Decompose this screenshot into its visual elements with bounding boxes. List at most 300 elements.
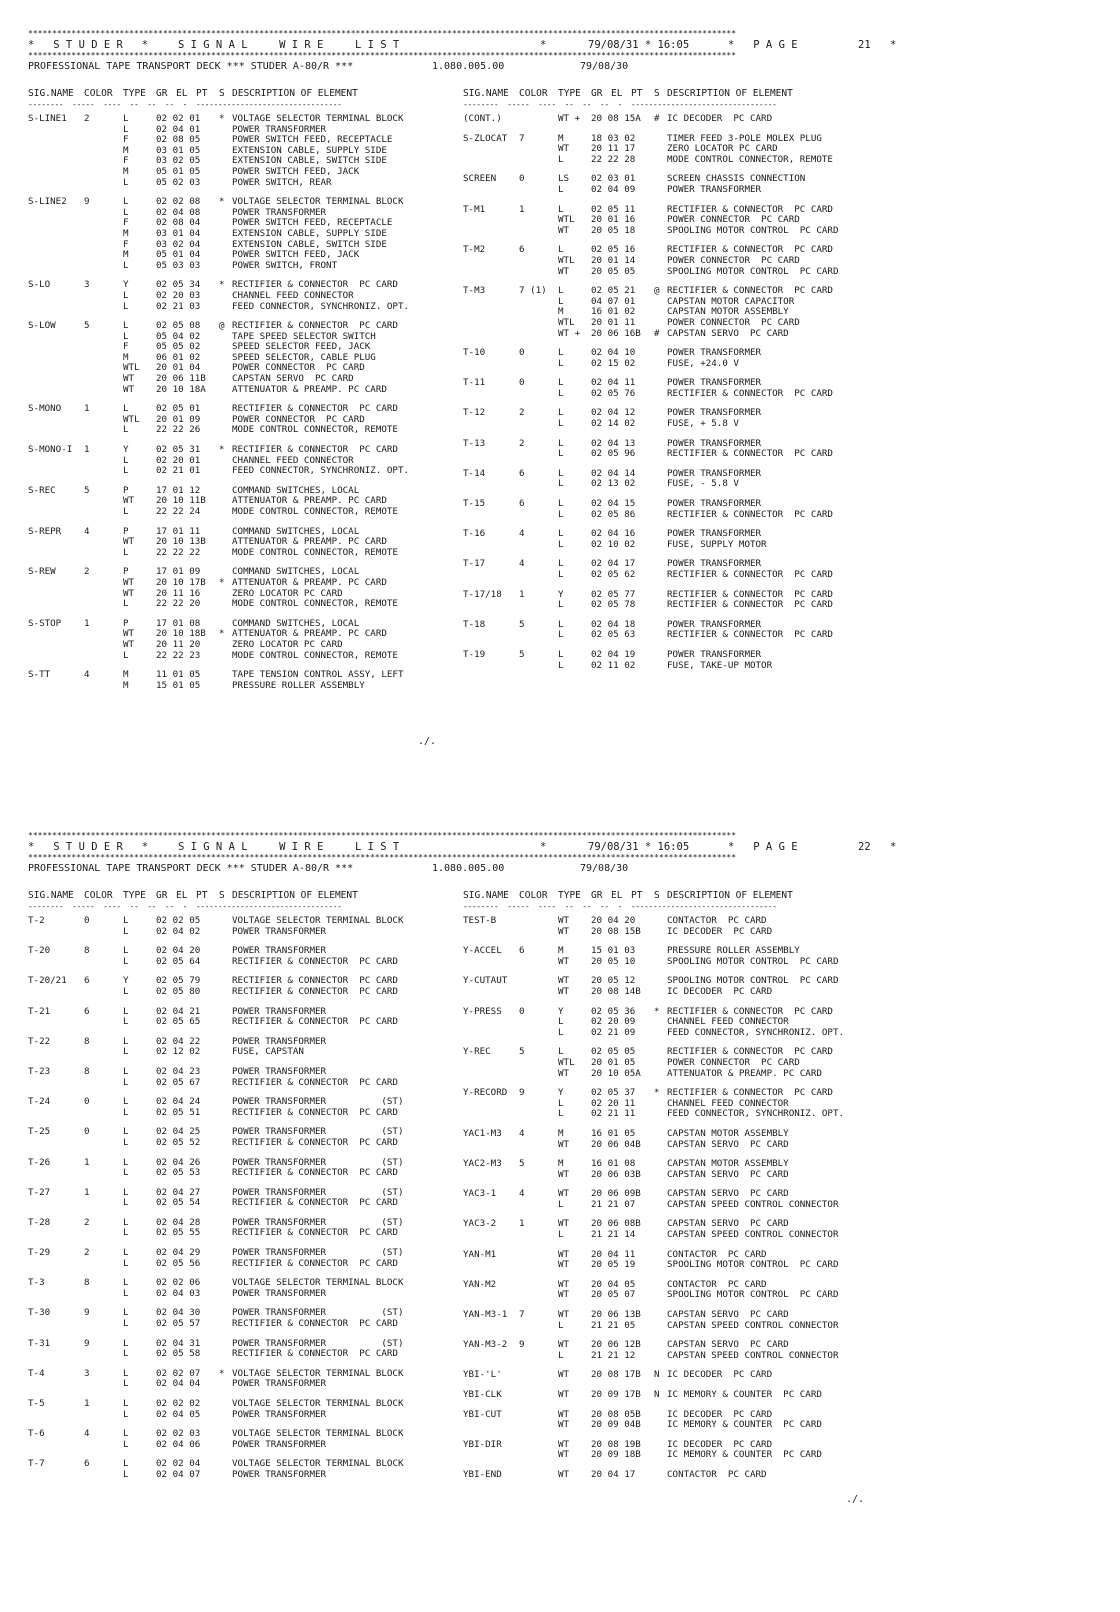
gr-el-pt: 02 04 03	[156, 1287, 201, 1299]
wire-row	[463, 1109, 1083, 1120]
connector-type: WTL	[558, 1056, 575, 1068]
connector-type: L	[558, 244, 564, 256]
wire-row	[463, 1290, 1083, 1301]
gr-el-pt: 02 02 05	[156, 915, 201, 926]
gr-el-pt: 20 01 16	[591, 214, 636, 226]
element-description: EXTENSION CABLE, SWITCH SIDE	[232, 238, 387, 250]
listing-column-right	[463, 114, 1083, 680]
signal-name: YAN-M3-1	[463, 1309, 508, 1321]
connector-type: L	[123, 123, 129, 135]
element-description: CHANNEL FEED CONNECTOR	[667, 1097, 789, 1109]
element-description: FUSE, + 5.8 V	[667, 418, 739, 430]
connector-type: L	[123, 465, 129, 477]
connector-type: WT	[123, 576, 135, 588]
element-description: SCREEN CHASSIS CONNECTION	[667, 173, 806, 185]
wire-row	[463, 408, 1083, 419]
wire-color: 4	[519, 528, 525, 540]
element-description: RECTIFIER & CONNECTOR PC CARD	[232, 975, 398, 987]
signal-entry	[463, 1189, 1083, 1210]
element-description: CAPSTAN SERVO PC CARD	[667, 1188, 789, 1200]
element-description: RECTIFIER & CONNECTOR PC CARD	[232, 1076, 398, 1088]
gr-el-pt: 02 05 78	[591, 599, 636, 611]
connector-type: M	[123, 227, 129, 239]
header-name: SIG.NAME	[463, 88, 509, 99]
element-description: EXTENSION CABLE, SWITCH SIDE	[232, 155, 387, 167]
signal-entry	[463, 529, 1083, 550]
connector-type: WT	[558, 1259, 570, 1271]
signal-entry	[463, 1410, 1083, 1431]
element-description: FUSE, TAKE-UP MOTOR	[667, 659, 773, 671]
element-description: CONTACTOR PC CARD	[667, 1468, 767, 1480]
connector-type: L	[558, 599, 564, 611]
header-gr: GR	[156, 88, 168, 99]
gr-el-pt: 02 05 96	[591, 448, 636, 460]
element-description: POWER TRANSFORMER	[667, 648, 762, 660]
element-description: CAPSTAN SPEED CONTROL CONNECTOR	[667, 1198, 839, 1210]
element-description: COMMAND SWITCHES, LOCAL	[232, 525, 360, 537]
listing-page-21	[28, 30, 1100, 747]
gr-el-pt: 05 01 04	[156, 249, 201, 261]
element-description: POWER TRANSFORMER	[667, 558, 762, 570]
signal-entry	[463, 245, 1083, 277]
element-description: CHANNEL FEED CONNECTOR	[232, 289, 354, 301]
header-el: EL	[611, 890, 623, 901]
signal-name: S-REPR	[28, 525, 62, 537]
gr-el-pt: 02 04 14	[591, 467, 636, 479]
signal-entry	[463, 1390, 1083, 1401]
header-color: COLOR	[84, 88, 113, 99]
connector-type: L	[558, 618, 564, 630]
gr-el-pt: 20 06 12B	[591, 1339, 641, 1351]
wire-color: 0	[84, 1096, 90, 1108]
element-description: CONTACTOR PC CARD	[667, 1278, 767, 1290]
element-description: RECTIFIER & CONNECTOR PC CARD	[667, 508, 833, 520]
connector-type: WT	[558, 1389, 570, 1400]
signal-entry	[463, 499, 1083, 520]
connector-type: Y	[558, 1087, 564, 1099]
connector-type: L	[558, 295, 564, 307]
connector-type: WT	[558, 1309, 570, 1321]
wire-color: 9	[84, 196, 90, 208]
connector-type: L	[123, 289, 129, 301]
gr-el-pt: 02 20 09	[591, 1016, 636, 1028]
header-desc: DESCRIPTION OF ELEMENT	[232, 88, 358, 99]
gr-el-pt: 02 05 65	[156, 1016, 201, 1028]
element-description: RECTIFIER & CONNECTOR PC CARD	[232, 1318, 398, 1330]
signal-name: T-3	[28, 1277, 45, 1289]
element-description: IC MEMORY & COUNTER PC CARD	[667, 1419, 822, 1431]
gr-el-pt: 05 04 02	[156, 330, 201, 342]
gr-el-pt: 16 01 05	[591, 1127, 636, 1139]
signal-entry	[463, 1159, 1083, 1180]
wire-row	[463, 1140, 1083, 1151]
element-description: SPOOLING MOTOR CONTROL PC CARD	[667, 224, 839, 236]
connector-type: WT	[558, 975, 570, 987]
signal-entry	[463, 976, 1083, 997]
connector-type: L	[123, 1046, 129, 1058]
element-description: CAPSTAN SERVO PC CARD	[232, 373, 354, 385]
wire-color: 3	[84, 1367, 90, 1379]
signal-entry	[463, 408, 1083, 429]
wire-color: 0	[84, 915, 90, 926]
signal-entry	[463, 134, 1083, 166]
wire-color: 6	[84, 975, 90, 987]
status-flag: *	[219, 113, 225, 124]
wire-row	[463, 1028, 1083, 1039]
signal-entry	[463, 1250, 1083, 1271]
connector-type: WT	[558, 1419, 570, 1431]
gr-el-pt: 02 05 05	[591, 1046, 636, 1058]
connector-type: L	[123, 945, 129, 957]
connector-type: L	[558, 285, 564, 297]
gr-el-pt: 20 11 16	[156, 587, 201, 599]
gr-el-pt: 02 02 02	[156, 1398, 201, 1409]
connector-type: L	[558, 1016, 564, 1028]
element-description: ZERO LOCATOR PC CARD	[667, 143, 778, 155]
document-date: 79/08/30	[580, 61, 629, 72]
signal-name: T-23	[28, 1065, 51, 1077]
gr-el-pt: 20 06 16B	[591, 327, 641, 339]
gr-el-pt: 02 04 11	[591, 377, 636, 389]
wire-color: 8	[84, 1065, 90, 1077]
header-color: COLOR	[519, 890, 548, 901]
gr-el-pt: 02 05 62	[591, 569, 636, 580]
wire-color: 2	[84, 113, 90, 124]
connector-type: L	[123, 985, 129, 997]
wire-color: 4	[84, 669, 90, 681]
gr-el-pt: 06 01 02	[156, 351, 201, 363]
connector-type: L	[558, 1026, 564, 1038]
wire-color: 1	[84, 444, 90, 456]
connector-type: L	[558, 437, 564, 449]
connector-type: L	[123, 1247, 129, 1259]
wire-color: 6	[519, 498, 525, 510]
connector-type: Y	[123, 975, 129, 987]
signal-name: Y-REC	[463, 1046, 491, 1058]
signal-name: Y-RECORD	[463, 1087, 508, 1099]
element-description: FUSE, +24.0 V	[667, 357, 739, 369]
wire-color: 3	[84, 279, 90, 291]
header-page-label: * P A G E	[728, 39, 798, 51]
wire-row	[463, 155, 1083, 166]
element-description: MODE CONTROL CONNECTOR, REMOTE	[667, 153, 833, 165]
gr-el-pt: 20 11 17	[591, 143, 636, 155]
signal-name: S-REW	[28, 566, 56, 578]
connector-type: L	[123, 1277, 129, 1289]
element-description: COMMAND SWITCHES, LOCAL	[232, 484, 360, 496]
gr-el-pt: 20 01 05	[591, 1056, 636, 1068]
listing-body	[28, 916, 1100, 1536]
connector-type: L	[558, 467, 564, 479]
gr-el-pt: 02 04 18	[591, 618, 636, 630]
wire-color: 9	[519, 1087, 525, 1099]
header-separator: *	[540, 39, 547, 51]
element-description: VOLTAGE SELECTOR TERMINAL BLOCK	[232, 1428, 404, 1440]
status-flag: *	[219, 444, 225, 456]
connector-type: WT	[558, 1408, 570, 1420]
element-description: POWER CONNECTOR PC CARD	[667, 316, 800, 328]
header-page-number: 21	[858, 39, 871, 51]
gr-el-pt: 02 05 01	[156, 403, 201, 415]
element-description: RECTIFIER & CONNECTOR PC CARD	[232, 1016, 398, 1028]
element-description: RECTIFIER & CONNECTOR PC CARD	[667, 1087, 833, 1099]
element-description: MODE CONTROL CONNECTOR, REMOTE	[232, 546, 398, 558]
wire-color: 5	[519, 648, 525, 660]
signal-name: T-25	[28, 1126, 51, 1138]
wire-row	[463, 185, 1083, 196]
element-description: ATTENUATOR & PREAMP. PC CARD	[232, 495, 387, 507]
wire-row	[463, 479, 1083, 490]
signal-entry	[463, 439, 1083, 460]
connector-type: L	[558, 1229, 564, 1241]
gr-el-pt: 02 04 26	[156, 1156, 201, 1168]
wire-color: 6	[519, 467, 525, 479]
connector-type: L	[123, 1216, 129, 1228]
connector-type: WT	[558, 915, 570, 926]
element-description: POWER TRANSFORMER	[667, 183, 762, 195]
element-description: VOLTAGE SELECTOR TERMINAL BLOCK	[232, 1277, 404, 1289]
gr-el-pt: 02 20 01	[156, 454, 201, 466]
element-description: POWER CONNECTOR PC CARD	[232, 413, 365, 425]
element-description: POWER TRANSFORMER	[232, 1065, 327, 1077]
wire-row	[463, 389, 1083, 400]
gr-el-pt: 22 22 20	[156, 598, 201, 610]
signal-entry	[463, 1370, 1083, 1381]
element-description: VOLTAGE SELECTOR TERMINAL BLOCK	[232, 915, 404, 926]
connector-type: L	[123, 1398, 129, 1409]
gr-el-pt: 20 08 17B	[591, 1369, 641, 1381]
connector-type: L	[558, 377, 564, 389]
wire-color: 2	[84, 1216, 90, 1228]
wire-row	[463, 1450, 1083, 1461]
header-type: TYPE	[123, 88, 146, 99]
element-description: ZERO LOCATOR PC CARD	[232, 587, 343, 599]
connector-type: WT	[558, 955, 570, 967]
connector-type: L	[558, 1108, 564, 1120]
connector-type: Y	[123, 279, 129, 291]
element-description: POWER TRANSFORMER	[232, 1438, 327, 1450]
element-description: CAPSTAN MOTOR ASSEMBLY	[667, 1127, 789, 1139]
element-description: RECTIFIER & CONNECTOR PC CARD	[667, 599, 833, 611]
gr-el-pt: 02 05 80	[156, 985, 201, 997]
signal-name: T-12	[463, 407, 486, 419]
wire-color: 8	[84, 1277, 90, 1289]
gr-el-pt: 20 06 13B	[591, 1309, 641, 1321]
wire-row	[463, 1129, 1083, 1140]
gr-el-pt: 03 01 05	[156, 144, 201, 156]
wire-row	[463, 630, 1083, 641]
wire-color: 4	[519, 1188, 525, 1200]
gr-el-pt: 02 04 17	[591, 558, 636, 570]
connector-type: WT +	[558, 327, 581, 339]
gr-el-pt: 02 04 02	[156, 925, 201, 937]
signal-name: T-13	[463, 437, 486, 449]
connector-type: WT	[558, 1067, 570, 1079]
element-description: RECTIFIER & CONNECTOR PC CARD	[667, 588, 833, 600]
connector-type: L	[123, 915, 129, 926]
gr-el-pt: 20 05 12	[591, 975, 636, 987]
wire-color: 9	[519, 1339, 525, 1351]
element-description: RECTIFIER & CONNECTOR PC CARD	[232, 1197, 398, 1209]
status-flag: *	[654, 1087, 660, 1099]
connector-type: L	[123, 1096, 129, 1108]
gr-el-pt: 02 04 28	[156, 1216, 201, 1228]
signal-name: S-LINE2	[28, 196, 67, 208]
element-description: RECTIFIER & CONNECTOR PC CARD	[232, 320, 398, 332]
gr-el-pt: 20 10 18B	[156, 628, 206, 640]
gr-el-pt: 20 10 18A	[156, 383, 206, 395]
connector-type: L	[123, 506, 129, 517]
element-description: CHANNEL FEED CONNECTOR	[232, 454, 354, 466]
gr-el-pt: 02 04 20	[156, 945, 201, 957]
header-end: *	[890, 841, 897, 853]
gr-el-pt: 20 06 11B	[156, 373, 206, 385]
connector-type: L	[558, 569, 564, 580]
column-headers	[28, 88, 1100, 114]
element-description: RECTIFIER & CONNECTOR PC CARD	[232, 403, 398, 415]
header-underline: -------- ----- ---- -- -- -- - ---------------------------------	[463, 902, 777, 911]
gr-el-pt: 22 22 24	[156, 506, 201, 517]
wire-row	[463, 510, 1083, 521]
wire-row	[463, 1390, 1083, 1401]
element-description: RECTIFIER & CONNECTOR PC CARD	[667, 1046, 833, 1058]
element-description: RECTIFIER & CONNECTOR PC CARD	[667, 203, 833, 215]
gr-el-pt: 22 22 28	[591, 153, 636, 165]
gr-el-pt: 20 04 05	[591, 1278, 636, 1290]
signal-name: Y-ACCEL	[463, 945, 502, 957]
gr-el-pt: 20 10 11B	[156, 495, 206, 507]
gr-el-pt: 20 04 11	[591, 1248, 636, 1260]
connector-type: L	[558, 659, 564, 671]
star-rule-top: ***************************************************************************************************************************************************	[28, 30, 737, 38]
connector-type: L	[123, 1076, 129, 1088]
connector-type: WT	[558, 925, 570, 937]
element-description: TIMER FEED 3-POLE MOLEX PLUG	[667, 132, 822, 144]
gr-el-pt: 20 04 20	[591, 915, 636, 926]
gr-el-pt: 20 08 15B	[591, 925, 641, 937]
gr-el-pt: 02 04 16	[591, 528, 636, 540]
connector-type: L	[123, 1106, 129, 1118]
connector-type: WTL	[123, 362, 140, 374]
wire-color: 8	[84, 945, 90, 957]
connector-type: L	[123, 113, 129, 124]
element-description: CAPSTAN MOTOR ASSEMBLY	[667, 306, 789, 318]
connector-type: L	[558, 478, 564, 490]
connector-type: M	[123, 679, 129, 691]
gr-el-pt: 20 05 10	[591, 955, 636, 967]
connector-type: L	[558, 508, 564, 520]
element-description: CONTACTOR PC CARD	[667, 1248, 767, 1260]
wire-color: 5	[84, 320, 90, 332]
element-description: POWER TRANSFORMER (ST)	[232, 1096, 404, 1108]
element-description: RECTIFIER & CONNECTOR PC CARD	[232, 1257, 398, 1269]
gr-el-pt: 02 05 79	[156, 975, 201, 987]
gr-el-pt: 17 01 08	[156, 617, 201, 629]
signal-name: T-2	[28, 915, 45, 926]
connector-type: F	[123, 134, 129, 146]
connector-type: WT	[558, 1339, 570, 1351]
signal-entry	[463, 1007, 1083, 1039]
signal-name: T-26	[28, 1156, 51, 1168]
connector-type: M	[558, 945, 564, 957]
signal-entry	[463, 378, 1083, 399]
connector-type: L	[123, 320, 129, 332]
element-description: PRESSURE ROLLER ASSEMBLY	[232, 679, 365, 691]
gr-el-pt: 02 05 76	[591, 387, 636, 399]
connector-type: L	[123, 1257, 129, 1269]
connector-type: L	[123, 1458, 129, 1470]
signal-name: T-7	[28, 1458, 45, 1470]
element-description: RECTIFIER & CONNECTOR PC CARD	[232, 955, 398, 967]
wire-row	[463, 1351, 1083, 1362]
element-description: POWER CONNECTOR PC CARD	[667, 1056, 800, 1068]
signal-entry	[463, 1340, 1083, 1361]
signal-entry	[463, 590, 1083, 611]
connector-type: L	[123, 1156, 129, 1168]
gr-el-pt: 11 01 05	[156, 669, 201, 681]
wire-row	[463, 114, 1083, 125]
element-description: CAPSTAN MOTOR ASSEMBLY	[667, 1158, 789, 1170]
signal-name: S-LINE1	[28, 113, 67, 124]
gr-el-pt: 21 21 14	[591, 1229, 636, 1241]
gr-el-pt: 02 14 02	[591, 418, 636, 430]
gr-el-pt: 02 08 05	[156, 134, 201, 146]
header-pt: PT	[196, 890, 208, 901]
wire-row	[463, 540, 1083, 551]
gr-el-pt: 02 21 11	[591, 1108, 636, 1120]
continued-mark: ./.	[846, 1494, 865, 1505]
star-rule-top: ***************************************************************************************************************************************************	[28, 832, 737, 840]
gr-el-pt: 02 02 07	[156, 1367, 201, 1379]
gr-el-pt: 02 03 01	[591, 173, 636, 185]
gr-el-pt: 16 01 08	[591, 1158, 636, 1170]
connector-type: WTL	[558, 316, 575, 328]
wire-row	[463, 419, 1083, 430]
gr-el-pt: 05 03 03	[156, 259, 201, 271]
element-description: POWER TRANSFORMER	[232, 206, 327, 218]
gr-el-pt: 20 04 17	[591, 1468, 636, 1480]
wire-color: 1	[519, 1218, 525, 1230]
element-description: FEED CONNECTOR, SYNCHRONIZ. OPT.	[667, 1108, 845, 1120]
connector-type: L	[558, 538, 564, 550]
gr-el-pt: 02 04 29	[156, 1247, 201, 1259]
signal-entry	[463, 946, 1083, 967]
signal-name: YBI-END	[463, 1468, 502, 1480]
signal-name: T-18	[463, 618, 486, 630]
connector-type: WT	[558, 1278, 570, 1290]
signal-entry	[463, 348, 1083, 369]
wire-color: 5	[519, 618, 525, 630]
element-description: COMMAND SWITCHES, LOCAL	[232, 617, 360, 629]
element-description: IC MEMORY & COUNTER PC CARD	[667, 1389, 822, 1400]
signal-name: T-24	[28, 1096, 51, 1108]
wire-color: 7	[519, 1309, 525, 1321]
element-description: TAPE TENSION CONTROL ASSY, LEFT	[232, 669, 404, 681]
gr-el-pt: 02 04 25	[156, 1126, 201, 1138]
wire-color: 6	[84, 1458, 90, 1470]
connector-type: L	[558, 183, 564, 195]
header-title: S I G N A L W I R E L I S T	[178, 841, 400, 853]
header-pt: PT	[631, 88, 643, 99]
connector-type: Y	[558, 588, 564, 600]
gr-el-pt: 02 05 51	[156, 1106, 201, 1118]
signal-name: YBI-DIR	[463, 1438, 502, 1450]
gr-el-pt: 20 10 05A	[591, 1067, 641, 1079]
element-description: CAPSTAN SERVO PC CARD	[667, 327, 789, 339]
element-description: SPOOLING MOTOR CONTROL PC CARD	[667, 265, 839, 277]
element-description: POWER TRANSFORMER (ST)	[232, 1337, 404, 1349]
element-description: FEED CONNECTOR, SYNCHRONIZ. OPT.	[232, 465, 410, 477]
